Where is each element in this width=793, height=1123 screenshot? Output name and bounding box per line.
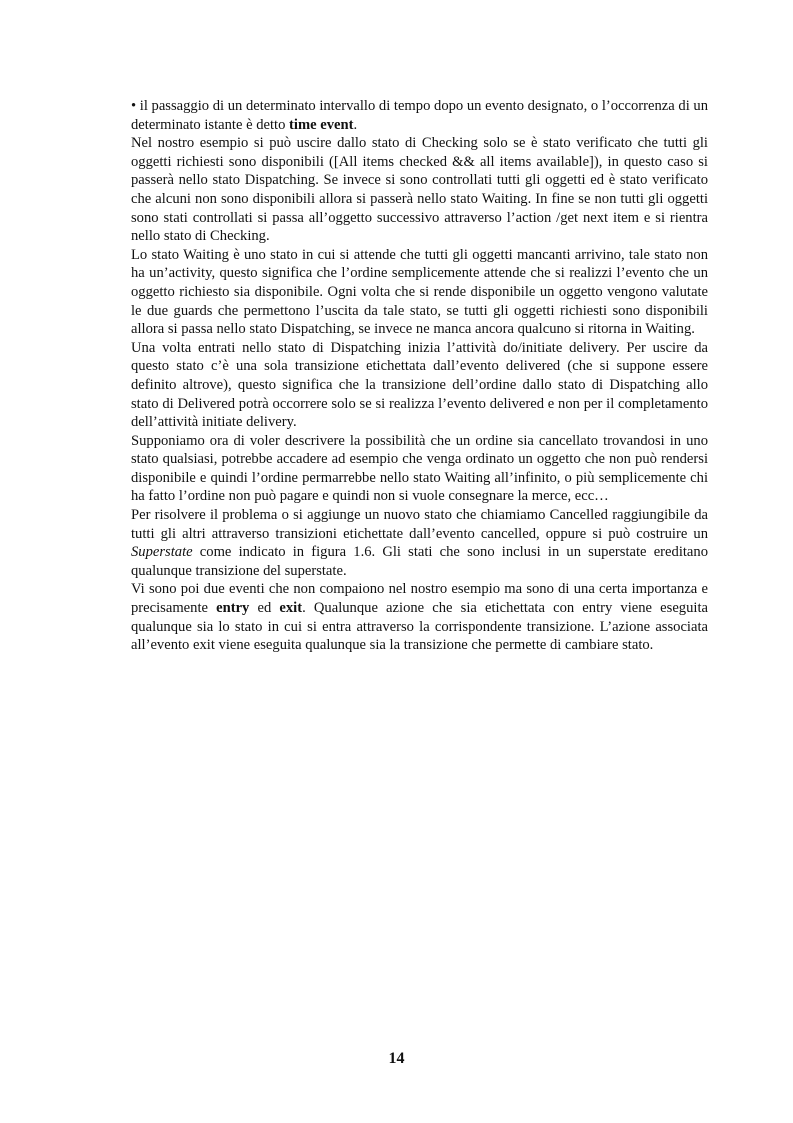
- text-run: . Qualunque azione che sia etichettata con entry viene eseguita qualunque sia lo stato in cui si entra attraverso la corrispondente transizione. L’azione associata all’evento exit viene eseguita qualunque sia la transizione che permette di cambiare stato.: [131, 600, 708, 654]
- page-number: 14: [388, 1050, 405, 1067]
- text-run: Vi sono poi due eventi che non compaiono nel nostro esempio ma sono di una certa importanza e precisamente: [131, 581, 708, 617]
- bold-term-entry: entry: [216, 600, 250, 617]
- paragraph-cancel: Supponiamo ora di voler descrivere la possibilità che un ordine sia cancellato trovandosi in uno stato qualsiasi, potrebbe accadere ad esempio che venga ordinato un oggetto che non può rendersi disponibile e quindi l’ordine permarrebbe nello stato Waiting all’infinito, o più semplicemente chi ha fatto l’ordine non può pagare e quindi non si vuole consegnare la merce, ecc…: [131, 432, 708, 505]
- text-run: ed: [249, 600, 280, 617]
- paragraph-superstate: [131, 506, 708, 580]
- paragraph-entry-exit: [131, 580, 708, 654]
- paragraph-dispatching: Una volta entrati nello stato di Dispatching inizia l’attività do/initiate delivery. Per uscire da questo stato c’è una sola transizione etichettata dall’evento delivered (che si suppone essere definito altrove), questo significa che la transizione dell’ordine dallo stato di Dispatching allo stato di Delivered potrà occorrere solo se si realizza l’evento delivered e non per il completamento dell’attività initiate delivery.: [131, 339, 708, 431]
- text-run: .: [353, 116, 358, 133]
- italic-term-superstate: Superstate: [131, 544, 193, 561]
- bold-term-exit: exit: [279, 600, 303, 617]
- text-run: • il passaggio di un determinato intervallo di tempo dopo un evento designato, o l’occorrenza di un determinato istante è detto: [131, 98, 708, 133]
- text-run: come indicato in figura 1.6. Gli stati che sono inclusi in un superstate ereditano qualunque transizione del superstate.: [131, 544, 708, 579]
- text-run: Per risolvere il problema o si aggiunge un nuovo stato che chiamiamo Cancelled raggiungibile da tutti gli altri attraverso transizioni etichettate dall’evento cancelled, oppure si può costruire un: [131, 507, 708, 542]
- paragraph-time-event: [131, 97, 708, 134]
- paragraph-waiting: Lo stato Waiting è uno stato in cui si attende che tutti gli oggetti mancanti arrivino, tale stato non ha un’activity, questo significa che l’ordine semplicemente attende che si realizzi l’evento che un oggetto richiesto sia disponibile. Ogni volta che si rende disponibile un oggetto vengono valutate le due guards che permettono l’uscita da tale stato, se tutti gli oggetti richiesti sono disponibili allora si passa nello stato Dispatching, se invece ne manca ancora qualcuno si ritorna in Waiting.: [131, 246, 708, 338]
- bold-term-time-event: time event: [289, 116, 354, 133]
- paragraph-checking: Nel nostro esempio si può uscire dallo stato di Checking solo se è stato verificato che tutti gli oggetti richiesti sono disponibili ([All items checked && all items available]), in questo caso si passerà nello stato Dispatching. Se invece si sono controllati tutti gli oggetti ed è stato verificato che alcuni non sono disponibili allora si passerà nello stato Waiting. In fine se non tutti gli oggetti sono stati controllati si passa all’oggetto successivo attraverso l’action /get next item e si rientra nello stato di Checking.: [131, 135, 708, 245]
- body-text: [131, 97, 708, 655]
